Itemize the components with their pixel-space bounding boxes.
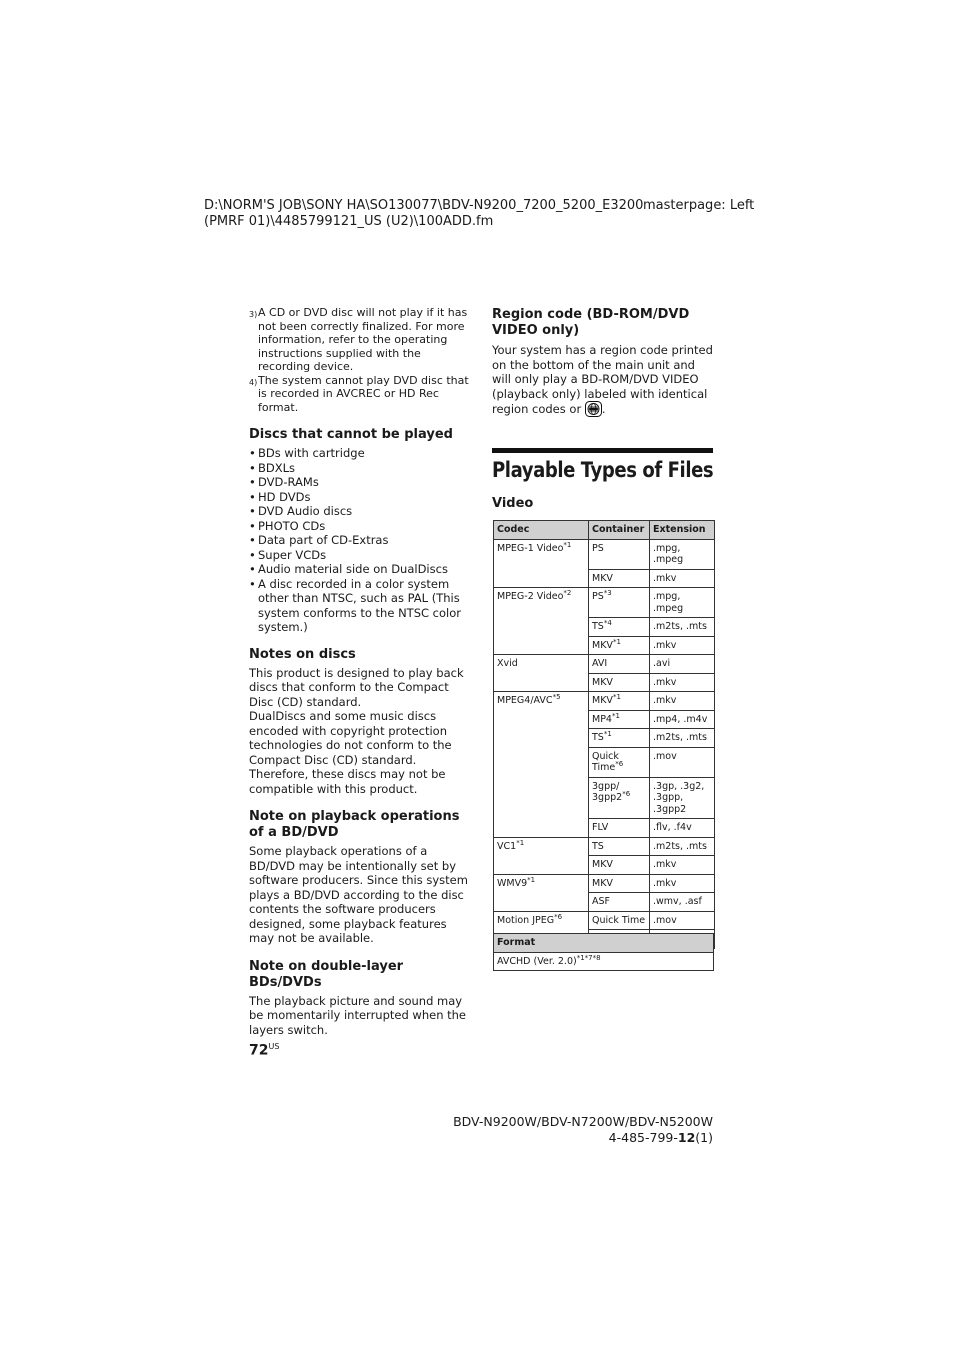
container-cell [589,636,650,655]
video-table-wrapper [493,520,715,949]
extension-cell: .m2ts, .mts [650,729,715,748]
list-item: • A disc recorded in a color system other than NTSC, such as PAL (This system conforms to the NTSC color system.) [249,577,469,635]
page-number [249,1042,279,1059]
container-name: Quick Time [592,750,619,773]
container-cell [589,692,650,711]
format-table [493,933,714,971]
container-name: MKV [592,676,613,688]
table-row [494,655,715,674]
region-code-body: Your system has a region code printed on the bottom of the main unit and will only play a BD-ROM/DVD VIDEO (playback only) labeled with identical region codes or [492,343,713,416]
footer-code-bold: 12 [677,1130,696,1145]
container-cell [589,856,650,875]
codec-note: *1 [563,540,572,549]
table-row [494,911,715,930]
note-double-layer-text: The playback picture and sound may be momentarily interrupted when the layers switch. [249,993,467,1037]
header-container: Container [589,521,650,540]
note-double-layer-heading: Note on double-layer BDs/DVDs [249,958,404,990]
container-note: *1 [612,692,621,701]
table-row [494,539,715,569]
format-value: AVCHD (Ver. 2.0) [497,955,577,967]
extension-cell: .mp4, .m4v [650,710,715,729]
container-cell [589,710,650,729]
list-item: • Audio material side on DualDiscs [249,562,469,577]
container-name: MKV [592,859,613,870]
container-name: Quick Time [592,914,646,926]
container-name: PS [592,542,604,554]
list-item: • PHOTO CDs [249,519,469,534]
extension-cell: .mpg, .mpeg [650,539,715,569]
codec-name: MPEG4/AVC [497,695,553,706]
container-cell [589,911,650,930]
container-name: MP4 [592,713,612,725]
video-table-body [494,539,715,948]
container-note: *4 [603,618,612,627]
container-name: MKV [592,639,613,651]
codec-cell [494,588,589,655]
container-name: MKV [592,695,613,706]
container-cell [589,588,650,618]
container-cell [589,655,650,674]
video-table [493,520,715,949]
list-item: • Data part of CD-Extras [249,533,469,548]
codec-note: *1 [516,838,525,847]
codec-cell [494,539,589,588]
extension-cell: .mkv [650,569,715,588]
list-item: • DVD-RAMs [249,475,469,490]
codec-name: VC1 [497,840,517,852]
table-row [494,837,715,856]
footer-code-suffix: (1) [695,1130,713,1145]
extension-cell: .m2ts, .mts [650,618,715,637]
extension-cell: .flv, .f4v [650,819,715,838]
footer-code [453,1130,713,1146]
table-row [494,952,714,971]
list-item: • Super VCDs [249,548,469,563]
codec-note: *1 [527,875,536,884]
codec-name: MPEG-2 Video [497,591,564,602]
container-cell [589,618,650,637]
footer-model-block [453,1114,713,1146]
footer-models: BDV-N9200W/BDV-N7200W/BDV-N5200W [453,1114,713,1129]
codec-name: WMV9 [497,877,528,889]
extension-cell: .mov [650,911,715,930]
list-item: • DVD Audio discs [249,504,469,519]
container-cell [589,569,650,588]
extension-cell: .mkv [650,856,715,875]
file-path-line-2: (PMRF 01)\4485799121_US (U2)\100ADD.fm [204,214,494,229]
codec-note: *6 [554,912,563,921]
header-format: Format [494,934,714,953]
region-code-text [492,343,714,417]
container-cell [589,729,650,748]
footnote-item [249,374,469,415]
container-name: PS [592,591,604,602]
container-name: MKV [592,572,613,584]
discs-cannot-heading: Discs that cannot be played [249,427,453,442]
extension-cell: .mpg, .mpeg [650,588,715,618]
container-name: TS [592,732,604,743]
container-note: *6 [622,789,631,798]
table-header-row [494,521,715,540]
codec-note: *2 [563,588,572,597]
footnote-item [249,306,469,374]
container-note: *6 [615,759,624,768]
footnote-text: A CD or DVD disc will not play if it has not been correctly finalized. For more information, refer to the operating instructions supplied with the recording device. [258,306,468,373]
codec-cell [494,655,589,692]
container-cell [589,539,650,569]
header-codec: Codec [494,521,589,540]
extension-cell: .wmv, .asf [650,893,715,912]
globe-all-region-icon [585,401,602,417]
container-cell [589,837,650,856]
container-cell [589,819,650,838]
footnote-mark: 4) [249,377,258,387]
extension-cell: .mkv [650,874,715,893]
extension-cell: .m2ts, .mts [650,837,715,856]
container-name: 3gpp/ 3gpp2 [592,780,623,803]
footnote-list [249,306,469,414]
right-column [492,307,714,417]
extension-cell: .3gp, .3g2, .3gpp, .3gpp2 [650,777,715,819]
container-name: TS [592,840,604,852]
list-item: • BDXLs [249,461,469,476]
extension-cell: .avi [650,655,715,674]
notes-discs-para-1: This product is designed to play back discs that conform to the Compact Disc (CD) standard. [249,665,464,709]
codec-cell [494,874,589,911]
codec-name: MPEG-1 Video [497,542,564,554]
extension-cell: .mov [650,747,715,777]
format-table-wrapper [493,933,714,971]
page-number-value: 72 [249,1042,269,1059]
region-code-heading: Region code (BD-ROM/DVD VIDEO only) [492,307,690,338]
file-path-header [204,198,643,230]
list-item: • BDs with cartridge [249,446,469,461]
extension-cell: .mkv [650,636,715,655]
container-note: *1 [603,729,612,738]
codec-cell [494,837,589,874]
container-cell [589,777,650,819]
left-column [249,306,469,1037]
codec-name: Xvid [497,658,518,669]
notes-discs-heading: Notes on discs [249,646,356,662]
header-extension: Extension [650,521,715,540]
container-name: ASF [592,896,610,907]
page-number-suffix: US [268,1042,280,1051]
container-name: AVI [592,658,608,669]
footnote-mark: 3) [249,310,258,319]
note-playback-heading: Note on playback operations of a BD/DVD [249,809,460,840]
footer-code-prefix: 4-485-799- [608,1130,678,1145]
codec-cell [494,692,589,838]
container-note: *3 [603,588,612,597]
note-playback-text: Some playback operations of a BD/DVD may be intentionally set by software producers. Since this system plays a BD/DVD according to the disc contents the software producers designed, some playback features may not be available. [249,844,468,945]
container-cell [589,893,650,912]
masterpage-label: masterpage: Left [643,198,755,213]
table-row [494,874,715,893]
list-item: • HD DVDs [249,490,469,505]
container-name: MKV [592,877,613,889]
footnote-text: The system cannot play DVD disc that is recorded in AVCREC or HD Rec format. [258,373,469,414]
discs-cannot-list [249,446,469,635]
container-cell [589,673,650,692]
section-title: Playable Types of Files [492,458,714,482]
region-code-end: . [601,402,606,416]
codec-note: *5 [552,692,561,701]
container-note: *1 [611,711,620,720]
file-path-line-1: D:\NORM'S JOB\SONY HA\SO130077\BDV-N9200_7200_5200_E3200 [204,198,644,213]
video-subheading: Video [492,496,534,511]
extension-cell: .mkv [650,673,715,692]
container-cell [589,747,650,777]
extension-cell: .mkv [650,692,715,711]
codec-name: Motion JPEG [497,914,555,926]
table-row [494,588,715,618]
container-name: TS [592,621,604,632]
container-cell [589,874,650,893]
format-value-sup: *1*7*8 [576,953,601,962]
notes-discs-para-2: DualDiscs and some music discs encoded with copyright protection technologies do not conform to the Compact Disc (CD) standard. Therefore, these discs may not be compatible with this product. [249,709,452,796]
section-rule [492,448,713,453]
table-row [494,692,715,711]
container-note: *1 [612,637,621,646]
container-name: FLV [592,822,609,833]
format-value-cell [494,952,714,971]
table-header-row [494,934,714,953]
